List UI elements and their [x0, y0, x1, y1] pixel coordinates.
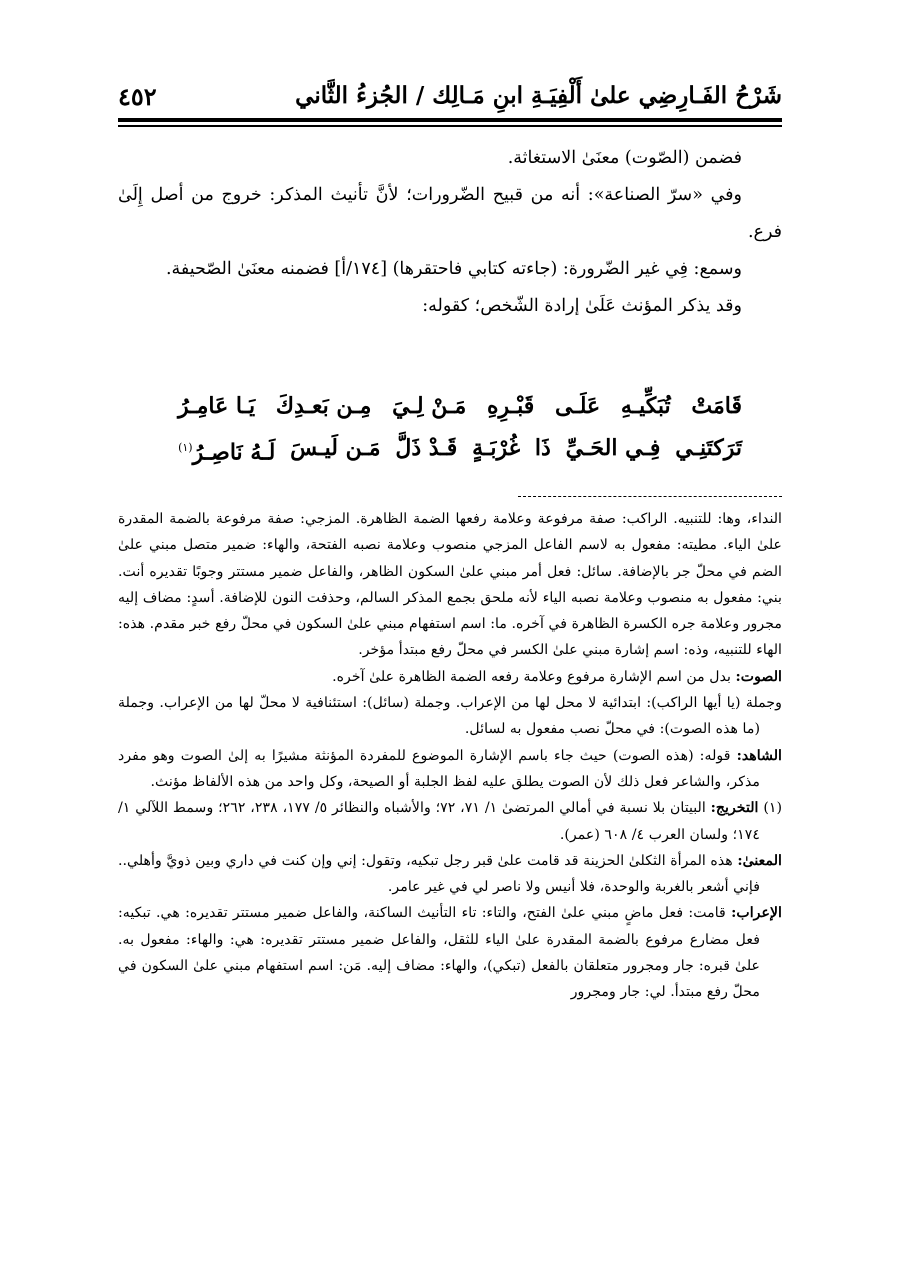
verse-word: فِـي الحَـيِّ	[565, 435, 661, 461]
text-shahid: قوله: (هذه الصوت) حيث جاء باسم الإشارة الموضوع للمفردة المؤنثة مشيرًا به إلىٰ الصوت وهو مفرد مذكر، والشاعر فعل ذلك لأن الصوت يطلق عليه لفظ الجلبة أو الصيحة، وكل واحد من هذه الألفاظ مؤنث.	[118, 747, 760, 790]
footnote-separator	[518, 496, 782, 497]
verse-word: مَـنْ لِـيَ	[392, 393, 467, 419]
label-irab: الإعراب:	[731, 905, 782, 922]
footnote-sawt	[118, 664, 782, 690]
verse-word: غُرْبَـةٍ	[472, 435, 521, 461]
verse-line-1	[178, 385, 742, 427]
main-text	[118, 140, 782, 325]
verse-word: قَبْـرِهِ	[486, 393, 535, 419]
verse-word: لَـهُ نَاصِـرُ	[192, 439, 276, 466]
verse-word: مَـن لَيـسَ	[290, 435, 381, 461]
text-irab: قامت: فعل ماضٍ مبني علىٰ الفتح، والتاء: تاء التأنيث الساكنة، والفاعل ضمير مستتر تقديره: هي. تبكيه: فعل مضارع مرفوع بالضمة المقدرة علىٰ الياء للثقل، والفاعل ضمير مستتر تقديره: هي: والهاء: مفعول به. علىٰ قبره: جار ومجرور متعلقان بالفعل (تبكي)، والهاء: مضاف إليه. مَن: اسم استفهام مبني علىٰ السكون في محلّ رفع مبتدأ. لي: جار ومجرور	[118, 905, 760, 1001]
running-title: شَرْحُ الفَـارِضِي علىٰ أَلْفِيَـةِ ابنِ مَـالِك / الجُزءُ الثَّاني	[295, 82, 782, 109]
footnote-continued: النداء، وها: للتنبيه. الراكب: صفة مرفوعة وعلامة رفعها الضمة الظاهرة. المزجي: صفة مرفوعة بالضمة المقدرة علىٰ الياء. مطيته: مفعول به لاسم الفاعل المزجي منصوب وعلامة نصبه الفتحة، والهاء: ضمير متصل مبني علىٰ الضم في محلّ جر بالإضافة. سائل: فعل أمر مبني علىٰ السكون الظاهر، والفاعل ضمير مستتر وجوبًا تقديره أنت. بني: مفعول به منصوب وعلامة نصبه الياء لأنه ملحق بجمع المذكر السالم، وحذفت النون للإضافة. أسدٍ: مضاف إليه مجرور وعلامة جره الكسرة الظاهرة في آخره. ما: اسم استفهام مبني علىٰ السكون في محلّ رفع خبر مقدم. هذه: الهاء للتنبيه، وذه: اسم إشارة مبني علىٰ الكسر في محلّ رفع مبتدأ مؤخر.	[118, 511, 782, 659]
footnote-number: (١)	[763, 800, 783, 817]
paragraph: فضمن (الصّوت) معنَىٰ الاستغاثة.	[507, 148, 742, 168]
verse-word: ذَا	[534, 435, 551, 461]
footnotes	[118, 506, 782, 1006]
verse-word-last	[178, 427, 275, 473]
text-sawt: بدل من اسم الإشارة مرفوع وعلامة رفعه الضمة الظاهرة علىٰ آخره.	[332, 668, 736, 685]
verse-word: يَـا عَامِـرُ	[178, 393, 256, 419]
verse-word: قَامَتْ	[691, 393, 742, 419]
page-number: ٤٥٢	[118, 82, 157, 111]
paragraph: وقد يذكر المؤنث عَلَىٰ إرادة الشّخص؛ كقوله:	[422, 296, 742, 316]
verse-word: عَلَـى	[554, 393, 601, 419]
label-maana: المعنىٰ:	[737, 852, 782, 869]
verse-word: مِـن بَعـدِكَ	[275, 393, 372, 419]
verse-word: تُبَكِّيـهِ	[620, 393, 671, 419]
footnote-1	[118, 795, 782, 848]
verse-line-2	[178, 427, 742, 473]
paragraph: وفي «سرّ الصناعة»: أنه من قبيح الضّرورات؛ لأنَّ تأنيث المذكر: خروج من أصل إِلَىٰ فرع.	[118, 185, 782, 242]
label-takhrij: التخريج:	[710, 800, 759, 817]
text-maana: هذه المرأة الثكلىٰ الحزينة قد قامت علىٰ قبر رجل تبكيه، وتقول: إني وإن كنت في داري وبين ذويَّ وأهلي.. فإني أشعر بالغربة والوحدة، فلا أنيس ولا ناصر لي في غير عامر.	[118, 852, 760, 896]
header-rule-thin	[118, 125, 782, 127]
footnote-irab	[118, 900, 782, 1005]
label-sawt: الصوت:	[735, 668, 782, 685]
page-header	[118, 78, 782, 114]
header-rule-thick	[118, 118, 782, 122]
label-shahid: الشاهد:	[736, 747, 782, 764]
poetry-verse	[178, 385, 742, 473]
text-takhrij: البيتان بلا نسبة في أمالي المرتضىٰ ١/ ٧١، ٧٢؛ والأشباه والنظائر ٥/ ١٧٧، ٢٣٨، ٢٦٢؛ وسمط اللآلي ١/ ١٧٤؛ ولسان العرب ٤/ ٦٠٨ (عمر).	[118, 800, 760, 843]
footnote-shahid	[118, 743, 782, 796]
footnote-reference[interactable]: (١)	[178, 441, 193, 454]
verse-word: قَـدْ ذَلَّ	[395, 435, 458, 461]
footnote-maana	[118, 848, 782, 901]
paragraph: وسمع: فِي غير الضّرورة: (جاءته كتابي فاحتقرها) [١٧٤/أ] فضمنه معنَىٰ الصّحيفة.	[165, 259, 742, 279]
verse-word: تَرَكتَنِـي	[675, 435, 742, 461]
footnote-sentences: وجملة (يا أيها الراكب): ابتدائية لا محل لها من الإعراب. وجملة (سائل): استئنافية لا محلّ لها من الإعراب. وجملة (ما هذه الصوت): في محلّ نصب مفعول به لسائل.	[118, 695, 782, 738]
